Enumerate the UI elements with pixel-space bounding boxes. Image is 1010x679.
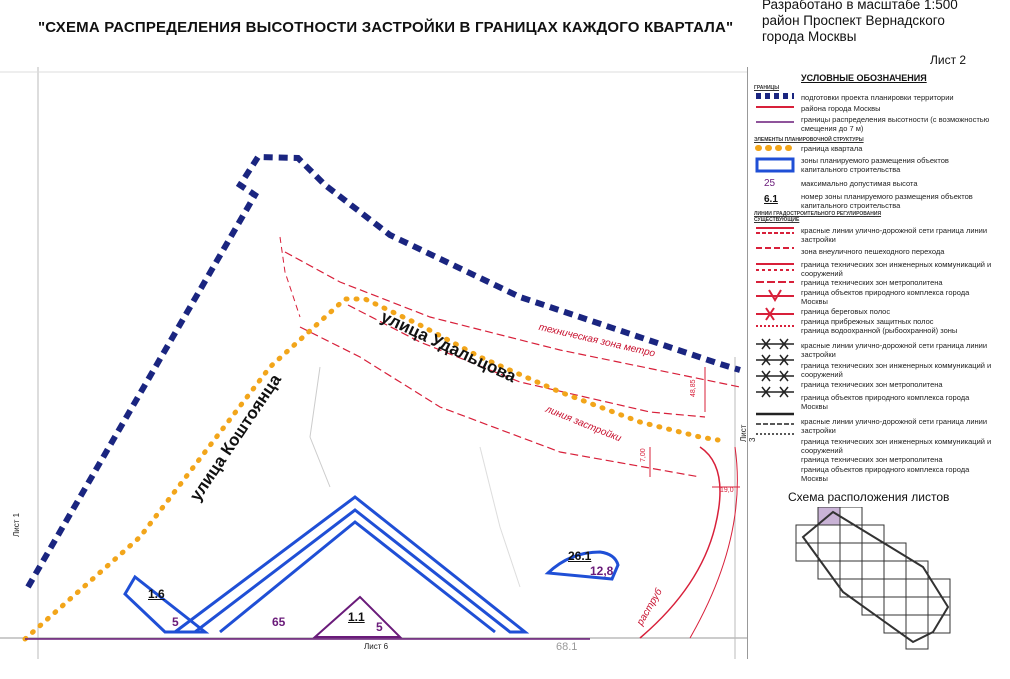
height-symbol: 25 [764, 178, 776, 189]
zone-1-6-height: 5 [172, 615, 179, 629]
height-border-symbol [754, 119, 796, 125]
legend-item: граница объектов природного комплекса города Москвы [801, 465, 970, 483]
tech-zone-label: техническая зона метро [537, 322, 657, 360]
legend-item: района города Москвы [801, 104, 881, 113]
project-boundary [28, 157, 740, 587]
zone-1-1-num: 1.1 [348, 610, 365, 624]
legend-item: граница технических зон метрополитена [801, 380, 943, 389]
legend-item: граница технических зон метрополитена [801, 455, 943, 464]
city-line: города Москвы [762, 29, 857, 44]
legend-title: УСЛОВНЫЕ ОБОЗНАЧЕНИЯ [801, 73, 927, 83]
legend-item: красные линии улично-дорожной сети граница линии застройки [801, 226, 988, 244]
legend-sub-borders: ГРАНИЦЫ [754, 85, 780, 91]
legend-item: зоны планируемого размещения объектов капитального строительства [801, 156, 949, 174]
legend-item: граница объектов природного комплекса города Москвы [801, 393, 970, 411]
legend-item: граница прибрежных защитных полос [801, 317, 934, 326]
legend-item: граница технических зон инженерных коммуникаций и сооружений [801, 260, 992, 278]
street-koshtoyantsa: улица Коштоянца [186, 370, 285, 505]
zone-symbol [754, 157, 796, 173]
district-line: район Проспект Вернадского [762, 13, 945, 28]
district-border-symbol [754, 104, 796, 110]
legend-item: граница технических зон метрополитена [801, 278, 943, 287]
sheet-right-label: Лист 3 [739, 424, 757, 442]
sheet-bottom-label: Лист 6 [364, 642, 389, 651]
legend-panel [747, 67, 1001, 659]
legend-item: зона внеуличного пешеходного перехода [801, 247, 945, 256]
zone-26-1-num: 26.1 [568, 549, 592, 563]
legend-item: граница береговых полос [801, 307, 891, 316]
red-lines-symbols [754, 224, 796, 444]
legend-item: граница технических зон инженерных коммуникаций и сооружений [801, 361, 992, 379]
zone-1-1-height: 5 [376, 620, 383, 634]
legend-item: граница квартала [801, 144, 863, 153]
sheets-scheme-title: Схема расположения листов [788, 490, 950, 504]
bottom-number: 68.1 [556, 641, 578, 653]
dim-label-3: 19,0 [720, 487, 734, 494]
sheet-left-label: Лист 1 [12, 512, 21, 537]
legend-item: граница технических зон инженерных коммуникаций и сооружений [801, 437, 992, 455]
legend-item: границы распределения высотности (с возможностью смещения до 7 м) [801, 115, 990, 133]
street-udaltsova: улица Удальцова [377, 307, 520, 387]
block-border-symbol [754, 143, 796, 153]
legend-sub-elements: ЭЛЕМЕНТЫ ПЛАНИРОВОЧНОЙ СТРУКТУРЫ [754, 137, 864, 143]
legend-sub-existing: СУЩЕСТВУЮЩИЕ [754, 217, 800, 223]
legend-item: красные линии улично-дорожной сети граница линии застройки [801, 417, 988, 435]
map-canvas[interactable] [0, 67, 757, 659]
legend-item: номер зоны планируемого размещения объектов капитального строительства [801, 192, 973, 210]
scale-info [762, 0, 958, 45]
bell-label: раструб [635, 586, 665, 628]
scale-line: Разработано в масштабе 1:500 [762, 0, 958, 12]
map-svg [0, 67, 747, 659]
sheets-scheme-diagram[interactable] [773, 507, 983, 652]
legend-item: граница водоохранной (рыбоохранной) зоны [801, 326, 958, 335]
project-border-symbol [754, 91, 796, 101]
legend-item: максимально допустимая высота [801, 179, 918, 188]
map-title: "СХЕМА РАСПРЕДЕЛЕНИЯ ВЫСОТНОСТИ ЗАСТРОЙКИ В ГРАНИЦАХ КАЖДОГО КВАРТАЛА" [38, 19, 734, 36]
sheet-number: Лист 2 [930, 53, 967, 67]
zone-1-6 [125, 577, 205, 632]
zone-1-6-num: 1.6 [148, 587, 165, 601]
build-line-label: линия застройки [543, 404, 623, 445]
legend-item: красные линии улично-дорожной сети граница линии застройки [801, 341, 988, 359]
zone-65-height: 65 [272, 615, 286, 629]
legend-sub-red: ЛИНИИ ГРАДОСТРОИТЕЛЬНОГО РЕГУЛИРОВАНИЯ [754, 211, 882, 217]
dim-label-1: 48,85 [690, 379, 697, 397]
legend-item: подготовки проекта планировки территории [801, 93, 954, 102]
zone-num-symbol: 6.1 [764, 194, 778, 205]
dim-label-2: 7,00 [640, 448, 647, 462]
zone-26-1-height: 12,8 [590, 564, 614, 578]
legend-item: граница объектов природного комплекса города Москвы [801, 288, 970, 306]
